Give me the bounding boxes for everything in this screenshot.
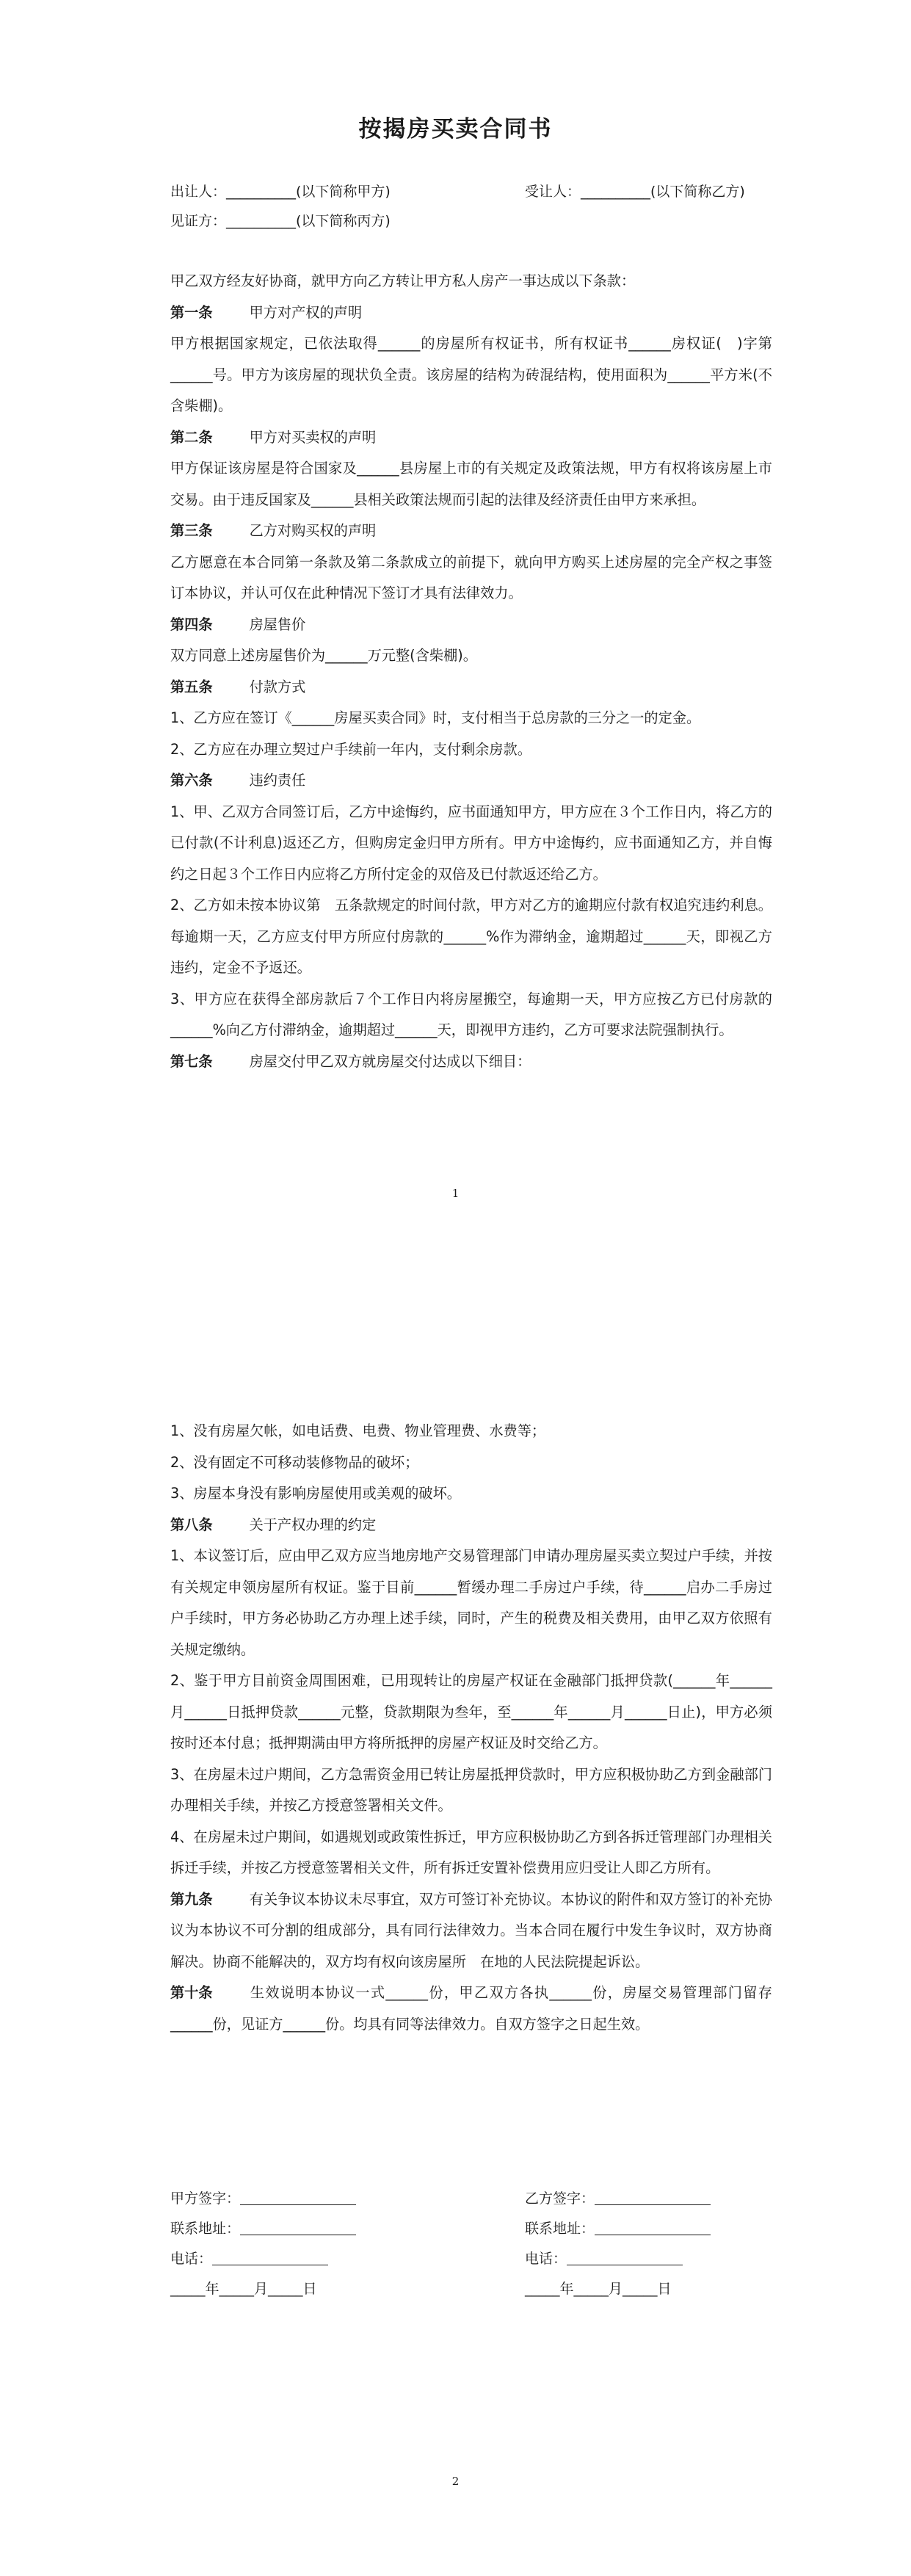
buyer-phone-label: 电话： xyxy=(525,2251,567,2267)
buyer-address-blank xyxy=(595,2220,711,2235)
article-8-item-4: 4、在房屋未过户期间，如遇规划或政策性拆迁，甲方应积极协助乙方到各拆迁管理部门办理相关拆迁手续，并按乙方授意签署相关文件，所有拆迁安置补偿费用应归受让人即乙方所有。 xyxy=(170,1828,772,1876)
article-2-number: 第二条 xyxy=(170,428,213,446)
article-1-title: 甲方对产权的声明 xyxy=(249,303,363,321)
page-number-1: 1 xyxy=(451,1187,460,1200)
seller-address-line xyxy=(170,2214,356,2244)
article-1-text: 甲方根据国家规定，已依法取得______的房屋所有权证书，所有权证书______房权证( )字第______号。甲方为该房屋的现状负全责。该房屋的结构为砖混结构，使用面积为______平方米(不含柴棚)。 xyxy=(170,335,772,414)
article-7-item-3: 3、房屋本身没有影响房屋使用或美观的破坏。 xyxy=(170,1485,461,1502)
seller-phone-blank xyxy=(212,2250,328,2265)
article-4-text: 双方同意上述房屋售价为______万元整(含柴棚)。 xyxy=(170,647,477,664)
article-7-heading xyxy=(170,1046,772,1078)
article-4-number: 第四条 xyxy=(170,615,213,633)
buyer-phone-blank xyxy=(567,2250,683,2265)
page-number-2: 2 xyxy=(451,2475,460,2488)
buyer-signature-block xyxy=(525,2184,711,2304)
article-4-title: 房屋售价 xyxy=(249,615,306,633)
seller-sign-label: 甲方签字： xyxy=(170,2190,241,2207)
article-8-heading xyxy=(170,1510,772,1541)
article-6-title: 违约责任 xyxy=(249,772,306,789)
page-1-body xyxy=(170,266,772,1077)
article-5-item-1: 1、乙方应在签订《______房屋买卖合同》时，支付相当于总房款的三分之一的定金。 xyxy=(170,709,701,726)
seller-phone-label: 电话： xyxy=(170,2251,213,2267)
article-10-text: 生效说明本协议一式______份，甲乙双方各执______份，房屋交易管理部门留存______份，见证方______份。均具有同等法律效力。自双方签字之日起生效。 xyxy=(170,1984,772,2033)
article-3-text: 乙方愿意在本合同第一条款及第二条款成立的前提下，就向甲方购买上述房屋的完全产权之事签订本协议，并认可仅在此种情况下签订才具有法律效力。 xyxy=(170,553,772,601)
buyer-phone-line xyxy=(525,2244,711,2274)
article-1-number: 第一条 xyxy=(170,303,213,321)
article-5-item-2: 2、乙方应在办理立契过户手续前一年内，支付剩余房款。 xyxy=(170,740,531,758)
article-6-item-3: 3、甲方应在获得全部房款后７个工作日内将房屋搬空，每逾期一天，甲方应按乙方已付房款的______%向乙方付滞纳金，逾期超过______天，即视甲方违约，乙方可要求法院强制执行。 xyxy=(170,990,772,1038)
article-10-paragraph xyxy=(170,1978,772,2040)
article-2-text: 甲方保证该房屋是符合国家及______县房屋上市的有关规定及政策法规，甲方有权将该房屋上市交易。由于违反国家及______县相关政策法规而引起的法律及经济责任由甲方来承担。 xyxy=(170,460,772,508)
intro-paragraph: 甲乙双方经友好协商，就甲方向乙方转让甲方私人房产一事达成以下条款： xyxy=(170,272,636,289)
article-8-title: 关于产权办理的约定 xyxy=(249,1516,377,1533)
article-6-number: 第六条 xyxy=(170,772,213,789)
article-5-heading xyxy=(170,672,772,703)
article-5-number: 第五条 xyxy=(170,678,213,695)
seller-address-label: 联系地址： xyxy=(170,2221,241,2237)
seller-sign-blank xyxy=(240,2190,356,2205)
article-3-title: 乙方对购买权的声明 xyxy=(249,522,377,539)
article-4-heading xyxy=(170,609,772,641)
buyer-sign-blank xyxy=(595,2190,711,2205)
article-2-title: 甲方对买卖权的声明 xyxy=(249,428,377,446)
article-7-item-1: 1、没有房屋欠帐，如电话费、电费、物业管理费、水费等； xyxy=(170,1422,546,1439)
article-10-number: 第十条 xyxy=(170,1984,213,2001)
article-7-number: 第七条 xyxy=(170,1052,213,1070)
buyer-address-label: 联系地址： xyxy=(525,2221,595,2237)
seller-signature-block xyxy=(170,2184,356,2304)
article-6-item-2: 2、乙方如未按本协议第 五条款规定的时间付款，甲方对乙方的逾期应付款有权追究违约利息。每逾期一天，乙方应支付甲方所应付房款的______%作为滞纳金，逾期超过______天，即视乙方违约，定金不予返还。 xyxy=(170,897,772,976)
seller-sign-line xyxy=(170,2184,356,2214)
witness-line: 见证方：__________(以下简称丙方) xyxy=(170,213,391,229)
article-8-item-1: 1、本议签订后，应由甲乙双方应当地房地产交易管理部门申请办理房屋买卖立契过户手续，并按有关规定申领房屋所有权证。鉴于目前______暂缓办理二手房过户手续，待______启办二手房过户手续时，甲方务必协助乙方办理上述手续，同时，产生的税费及相关费用，由甲乙双方依照有关规定缴纳。 xyxy=(170,1547,772,1658)
article-7-item-2: 2、没有固定不可移动装修物品的破坏； xyxy=(170,1453,419,1471)
article-2-heading xyxy=(170,422,772,454)
page-2-body xyxy=(170,1416,772,2040)
seller-date-line: _____年_____月_____日 xyxy=(170,2281,317,2297)
buyer-line: 受让人：__________(以下简称乙方) xyxy=(525,184,745,200)
article-8-item-3: 3、在房屋未过户期间，乙方急需资金用已转让房屋抵押贷款时，甲方应积极协助乙方到金融部门办理相关手续，并按乙方授意签署相关文件。 xyxy=(170,1765,772,1814)
article-8-number: 第八条 xyxy=(170,1516,213,1533)
article-6-heading xyxy=(170,765,772,797)
buyer-address-line xyxy=(525,2214,711,2244)
article-9-number: 第九条 xyxy=(170,1890,213,1908)
page-2 xyxy=(0,1288,911,2576)
article-9-paragraph xyxy=(170,1884,772,1978)
seller-phone-line xyxy=(170,2244,356,2274)
article-8-item-2: 2、鉴于甲方目前资金周围困难，已用现转让的房屋产权证在金融部门抵押贷款(______年______月______日抵押贷款______元整，贷款期限为叁年，至______年______月______日止)，甲方必须按时还本付息；抵押期满由甲方将所抵押的房屋产权证及时交给乙方。 xyxy=(170,1672,772,1751)
article-3-number: 第三条 xyxy=(170,522,213,539)
article-1-heading xyxy=(170,297,772,329)
article-7-title: 房屋交付甲乙双方就房屋交付达成以下细目： xyxy=(249,1052,531,1070)
seller-line: 出让人：__________(以下简称甲方) xyxy=(170,184,391,200)
article-6-item-1: 1、甲、乙双方合同签订后，乙方中途悔约，应书面通知甲方，甲方应在３个工作日内，将乙方的已付款(不计利息)返还乙方，但购房定金归甲方所有。甲方中途悔约，应书面通知乙方，并自悔约之日起３个工作日内应将乙方所付定金的双倍及已付款返还给乙方。 xyxy=(170,803,772,883)
buyer-date-line: _____年_____月_____日 xyxy=(525,2281,672,2297)
document-title: 按揭房买卖合同书 xyxy=(358,116,553,142)
article-3-heading xyxy=(170,515,772,547)
article-5-title: 付款方式 xyxy=(249,678,306,695)
buyer-sign-label: 乙方签字： xyxy=(525,2190,595,2207)
buyer-sign-line xyxy=(525,2184,711,2214)
seller-address-blank xyxy=(240,2220,356,2235)
article-9-text: 有关争议本协议未尽事宜，双方可签订补充协议。本协议的附件和双方签订的补充协议为本协议不可分割的组成部分，具有同行法律效力。当本合同在履行中发生争议时，双方协商解决。协商不能解决的，双方均有权向该房屋所 在地的人民法院提起诉讼。 xyxy=(170,1890,772,1970)
